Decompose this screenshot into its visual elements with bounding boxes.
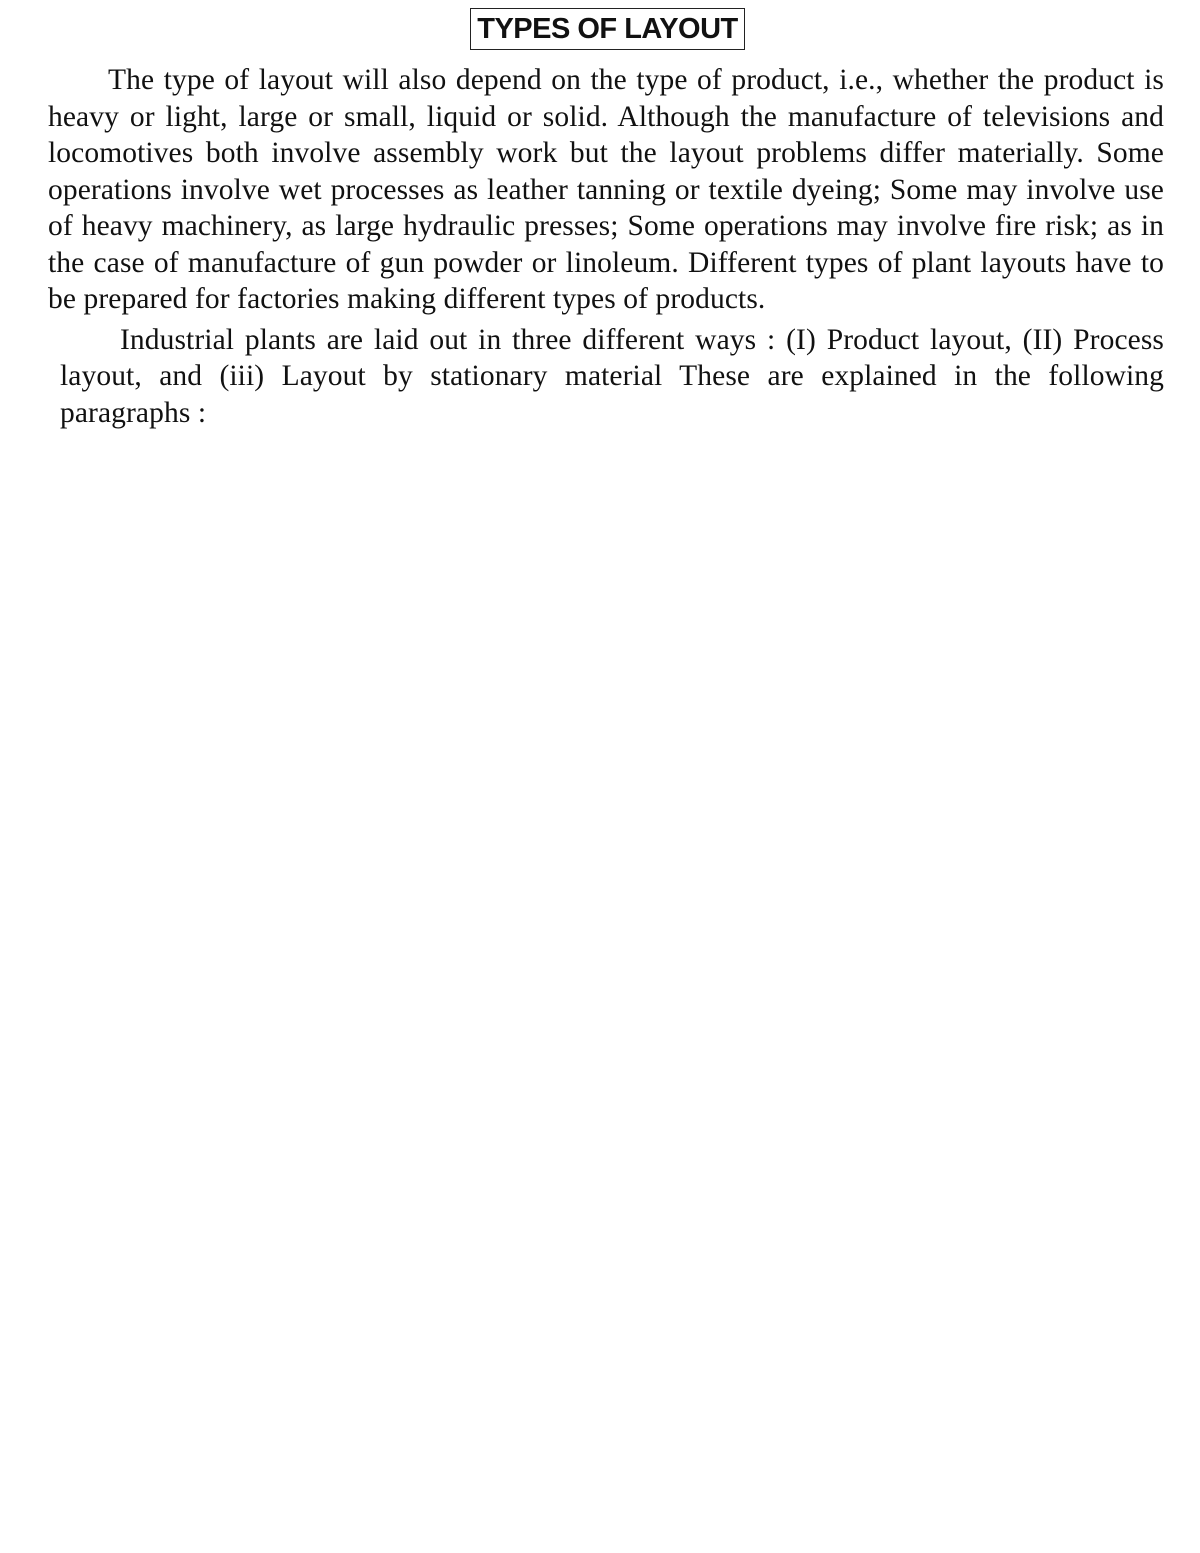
paragraph-product-types: The type of layout will also depend on the type of product, i.e., whether the product is heavy or light, large or small, liquid or solid. Although the manufacture of televisions and locomotives both involve assembly work but the layout problems differ materially. Some operations involve wet processes as leather tanning or textile dyeing; Some may involve use of heavy machinery, as large hydraulic presses; Some operations may involve fire risk; as in the case of manufacture of gun powder or linoleum. Different types of plant layouts have to be prepared for factories making different types of products. bbox=[48, 64, 1164, 315]
section-heading: TYPES OF LAYOUT bbox=[470, 8, 745, 50]
heading-container bbox=[0, 8, 1200, 50]
body-text bbox=[48, 62, 1164, 431]
paragraph-layout-ways: Industrial plants are laid out in three different ways : (I) Product layout, (II) Process layout, and (iii) Layout by stationary material These are explained in the following paragraphs : bbox=[60, 323, 1164, 429]
